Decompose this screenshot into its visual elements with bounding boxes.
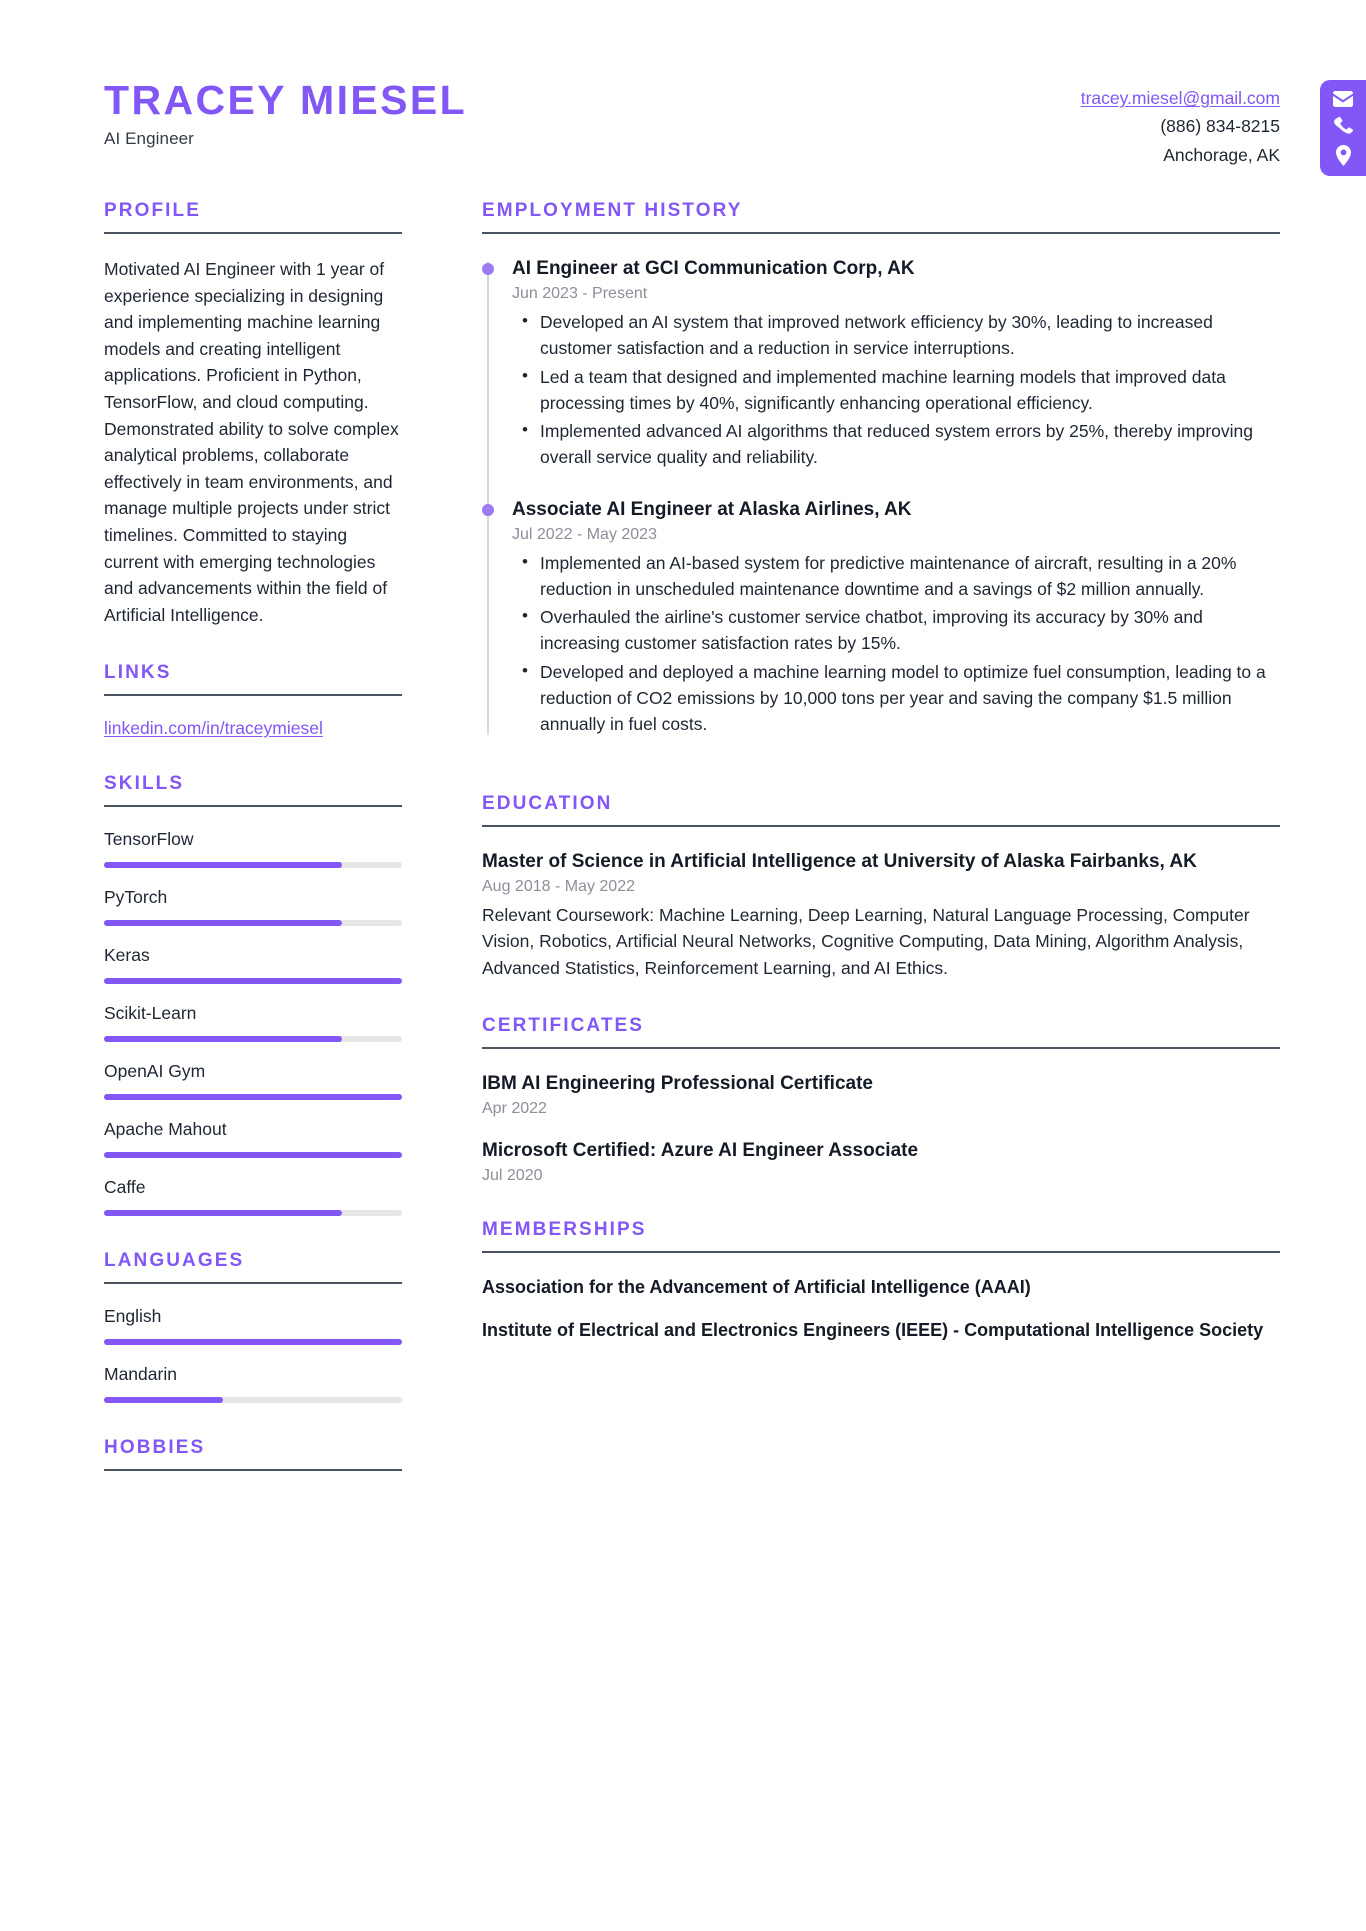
- bar-item-label: Apache Mahout: [104, 1119, 227, 1140]
- links-list: [104, 718, 402, 739]
- bar-item-label: Mandarin: [104, 1364, 177, 1385]
- section-divider: [104, 1282, 402, 1284]
- bar-item-label: Caffe: [104, 1177, 146, 1198]
- bar-fill: [104, 978, 402, 984]
- bar-item: [104, 887, 402, 926]
- section-heading-employment: EMPLOYMENT HISTORY: [482, 200, 743, 221]
- section-divider: [104, 694, 402, 696]
- sidebar-column: [0, 200, 440, 1505]
- section-profile: [104, 200, 402, 628]
- phone-icon: [1333, 116, 1353, 136]
- location-pin-icon: [1335, 145, 1352, 166]
- bar-fill: [104, 1210, 342, 1216]
- employment-date: Jun 2023 - Present: [512, 285, 648, 303]
- section-links: [104, 662, 402, 739]
- bar-track: [104, 862, 402, 868]
- section-divider: [482, 1251, 1280, 1253]
- section-heading-skills: SKILLS: [104, 773, 185, 795]
- section-heading-profile: PROFILE: [104, 200, 202, 221]
- bar-track: [104, 1036, 402, 1042]
- bar-item-label: OpenAI Gym: [104, 1061, 206, 1082]
- bar-item-label: TensorFlow: [104, 829, 194, 850]
- employment-bullet: • Developed and deployed a machine learning model to optimize fuel consumption, leading to a reduction of CO2 emissions by 10,000 tons per year and saving the company $1.5 million annually in fuel costs.: [540, 659, 1280, 738]
- section-divider: [482, 1047, 1280, 1049]
- timeline-dot-icon: [482, 263, 494, 275]
- bar-item: [104, 1364, 402, 1403]
- education-entry-title: Master of Science in Artificial Intelligence at University of Alaska Fairbanks, AK: [482, 851, 1197, 873]
- memberships-list: [482, 1275, 1280, 1343]
- bar-item: [104, 945, 402, 984]
- section-certificates: [482, 1015, 1280, 1185]
- resume-body: [0, 200, 1366, 1505]
- envelope-icon: [1332, 91, 1354, 107]
- bar-track: [104, 1094, 402, 1100]
- contact-email-link[interactable]: tracey.miesel@gmail.com: [1080, 88, 1280, 108]
- section-divider: [104, 1469, 402, 1471]
- bar-track: [104, 978, 402, 984]
- contact-icon-rail: [1320, 80, 1366, 176]
- job-title-subtitle: AI Engineer: [104, 128, 194, 148]
- section-employment-history: [482, 200, 1280, 737]
- timeline-dot-icon: [482, 504, 494, 516]
- employment-title: AI Engineer at GCI Communication Corp, AK: [512, 258, 915, 279]
- bar-track: [104, 1339, 402, 1345]
- employment-bullet-list: [512, 550, 1280, 738]
- employment-bullet: • Led a team that designed and implemented machine learning models that improved data processing times by 40%, significantly enhancing operational efficiency.: [540, 364, 1280, 417]
- contact-phone: (886) 834-8215: [1160, 116, 1280, 137]
- membership-entry: Association for the Advancement of Artificial Intelligence (AAAI): [482, 1276, 1031, 1297]
- section-heading-education: EDUCATION: [482, 793, 613, 815]
- bar-fill: [104, 1152, 402, 1158]
- bar-item-label: Keras: [104, 945, 150, 966]
- bar-track: [104, 1397, 402, 1403]
- bar-item-label: Scikit-Learn: [104, 1003, 197, 1024]
- bar-item: [104, 1119, 402, 1158]
- resume-header: [0, 0, 1366, 200]
- link-item[interactable]: linkedin.com/in/traceymiesel: [104, 718, 323, 739]
- employment-bullet: • Overhauled the airline's customer service chatbot, improving its accuracy by 30% and increasing customer satisfaction rates by 15%.: [540, 604, 1280, 657]
- bar-item-label: English: [104, 1306, 162, 1327]
- certificate-entry-date: Jul 2020: [482, 1166, 543, 1184]
- section-divider: [482, 232, 1280, 234]
- bar-item-label: PyTorch: [104, 887, 168, 908]
- bar-fill: [104, 1397, 223, 1403]
- employment-entry: [512, 256, 1280, 471]
- languages-list: [104, 1306, 402, 1403]
- bar-fill: [104, 1036, 342, 1042]
- bar-item: [104, 1177, 402, 1216]
- education-entry-description: Relevant Coursework: Machine Learning, Deep Learning, Natural Language Processing, Computer Vision, Robotics, Artificial Neural Networks, Cognitive Computing, Data Mining, Algorithm Analysis, Advanced Statistics, Reinforcement Learning, and AI Ethics.: [482, 905, 1250, 978]
- bar-item: [104, 1003, 402, 1042]
- contact-block: [1081, 84, 1280, 169]
- certificate-entry-title: Microsoft Certified: Azure AI Engineer Associate: [482, 1139, 919, 1161]
- certificate-entry: [482, 1071, 1280, 1118]
- bar-track: [104, 920, 402, 926]
- bar-track: [104, 1210, 402, 1216]
- bar-track: [104, 1152, 402, 1158]
- employment-bullet: • Implemented an AI-based system for predictive maintenance of aircraft, resulting in a 20% reduction in unscheduled maintenance downtime and a savings of $2 million annually.: [540, 550, 1280, 603]
- section-education: [482, 793, 1280, 981]
- section-hobbies: [104, 1437, 402, 1471]
- bar-fill: [104, 920, 342, 926]
- section-heading-certificates: CERTIFICATES: [482, 1014, 645, 1036]
- bar-item: [104, 1061, 402, 1100]
- section-heading-languages: LANGUAGES: [104, 1250, 245, 1272]
- section-heading-links: LINKS: [104, 662, 172, 684]
- employment-bullet-list: [512, 309, 1280, 471]
- section-heading-hobbies: HOBBIES: [104, 1437, 206, 1459]
- bar-item: [104, 829, 402, 868]
- employment-bullet: • Implemented advanced AI algorithms that reduced system errors by 25%, thereby improving overall service quality and reliability.: [540, 418, 1280, 471]
- section-heading-memberships: MEMBERSHIPS: [482, 1218, 647, 1240]
- bar-fill: [104, 1094, 402, 1100]
- section-divider: [104, 805, 402, 807]
- skills-list: [104, 829, 402, 1216]
- certificate-entry: [482, 1138, 1280, 1185]
- education-list: [482, 849, 1280, 981]
- section-languages: [104, 1250, 402, 1403]
- bar-item: [104, 1306, 402, 1345]
- name-block: [104, 78, 467, 149]
- certificates-list: [482, 1071, 1280, 1185]
- main-column: [440, 200, 1366, 1505]
- profile-summary-text: Motivated AI Engineer with 1 year of experience specializing in designing and implementing machine learning models and creating intelligent applications. Proficient in Python, TensorFlow, and cloud computing. Demonstrated ability to solve complex analytical problems, collaborate effectively in team environments, and manage multiple projects under strict timelines. Committed to staying current with emerging technologies and advancements within the field of Artificial Intelligence.: [104, 259, 399, 625]
- bar-fill: [104, 1339, 402, 1345]
- certificate-entry-title: IBM AI Engineering Professional Certificate: [482, 1072, 873, 1094]
- certificate-entry-date: Apr 2022: [482, 1099, 547, 1117]
- section-divider: [482, 825, 1280, 827]
- section-skills: [104, 773, 402, 1216]
- employment-entry: [512, 497, 1280, 738]
- employment-timeline: [482, 256, 1280, 737]
- employment-date: Jul 2022 - May 2023: [512, 525, 657, 543]
- page-title: TRACEY MIESEL: [104, 77, 468, 123]
- section-divider: [104, 232, 402, 234]
- contact-location: Anchorage, AK: [1163, 144, 1280, 165]
- employment-bullet: • Developed an AI system that improved network efficiency by 30%, leading to increased customer satisfaction and a reduction in service interruptions.: [540, 309, 1280, 362]
- education-entry-date: Aug 2018 - May 2022: [482, 878, 635, 896]
- employment-title: Associate AI Engineer at Alaska Airlines, AK: [512, 498, 912, 520]
- education-entry: [482, 849, 1280, 981]
- bar-fill: [104, 862, 342, 868]
- membership-entry: Institute of Electrical and Electronics Engineers (IEEE) - Computational Intelligence Society: [482, 1319, 1264, 1340]
- section-memberships: [482, 1219, 1280, 1343]
